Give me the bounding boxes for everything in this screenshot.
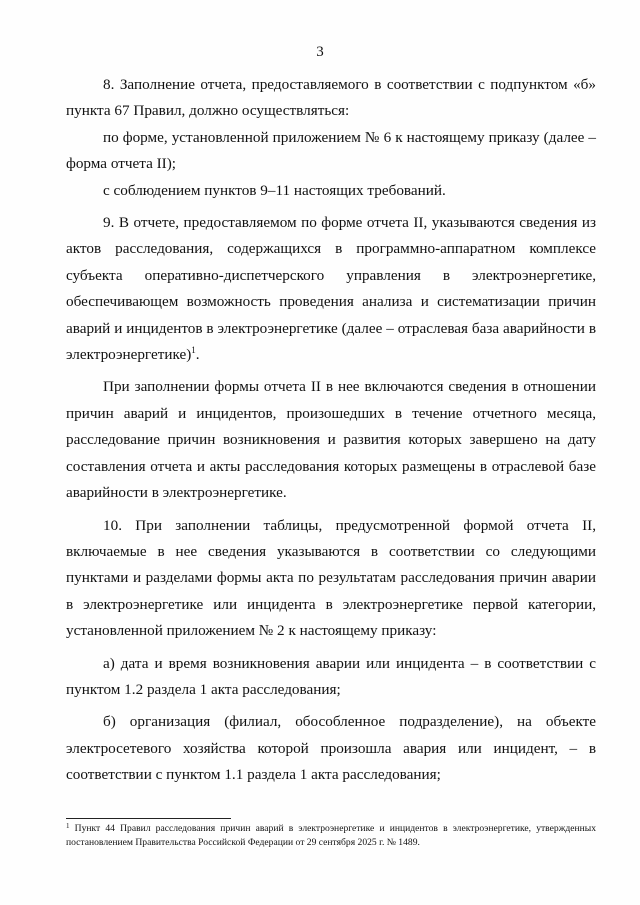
paragraph-10-item-a: а) дата и время возникновения аварии или инцидента – в соответствии с пунктом 1.2 раздела 1 акта расследования;	[66, 654, 596, 698]
paragraph-9-period: .	[195, 346, 200, 364]
paragraph-10: 10. При заполнении таблицы, предусмотренной формой отчета II, включаемые в нее сведения указываются в соответствии со следующими пунктами и разделами формы акта по результатам расследования причин аварии в электроэнергетике или инцидента в электроэнергетике первой категории, установленной приложением № 2 к настоящему приказу:	[66, 516, 596, 640]
paragraph-8-compliance: с соблюдением пунктов 9–11 настоящих требований.	[103, 181, 446, 199]
footnote-marker: 1	[66, 822, 70, 830]
paragraph-9-text: 9. В отчете, предоставляемом по форме отчета II, указываются сведения из актов расследования, содержащихся в программно-аппаратном комплексе субъекта оперативно-диспетчерского управления в электроэнергетике, обеспечивающем возможность проведения анализа и систематизации причин аварий и инцидентов в электроэнергетике (далее – отраслевая база аварийности в электроэнергетике)	[66, 214, 596, 364]
footnote-reference: 1	[191, 345, 196, 356]
footnote	[66, 822, 596, 850]
page-number: 3	[316, 44, 324, 60]
paragraph-8-form: по форме, установленной приложением № 6 к настоящему приказу (далее – форма отчета II);	[66, 128, 596, 173]
footnote-text: Пункт 44 Правил расследования причин аварий в электроэнергетике и инцидентов в электроэнергетике, утвержденных постановлением Правительства Российской Федерации от 29 сентября 2025 г. № 1489.	[66, 823, 596, 848]
document-body	[66, 72, 596, 789]
paragraph-8: 8. Заполнение отчета, предоставляемого в соответствии с подпунктом «б» пункта 67 Правил, должно осуществляться:	[66, 76, 596, 120]
paragraph-10-item-b: б) организация (филиал, обособленное подразделение), на объекте электросетевого хозяйства которой произошла авария или инцидент, – в соответствии с пунктом 1.1 раздела 1 акта расследования;	[66, 713, 596, 784]
paragraph-9	[66, 210, 596, 368]
footnote-divider	[66, 818, 231, 819]
paragraph-9-filling: При заполнении формы отчета II в нее включаются сведения в отношении причин аварий и инцидентов, произошедших в течение отчетного месяца, расследование причин возникновения и развития которых завершено на дату составления отчета и акты расследования которых размещены в отраслевой базе аварийности в электроэнергетике.	[66, 378, 596, 502]
